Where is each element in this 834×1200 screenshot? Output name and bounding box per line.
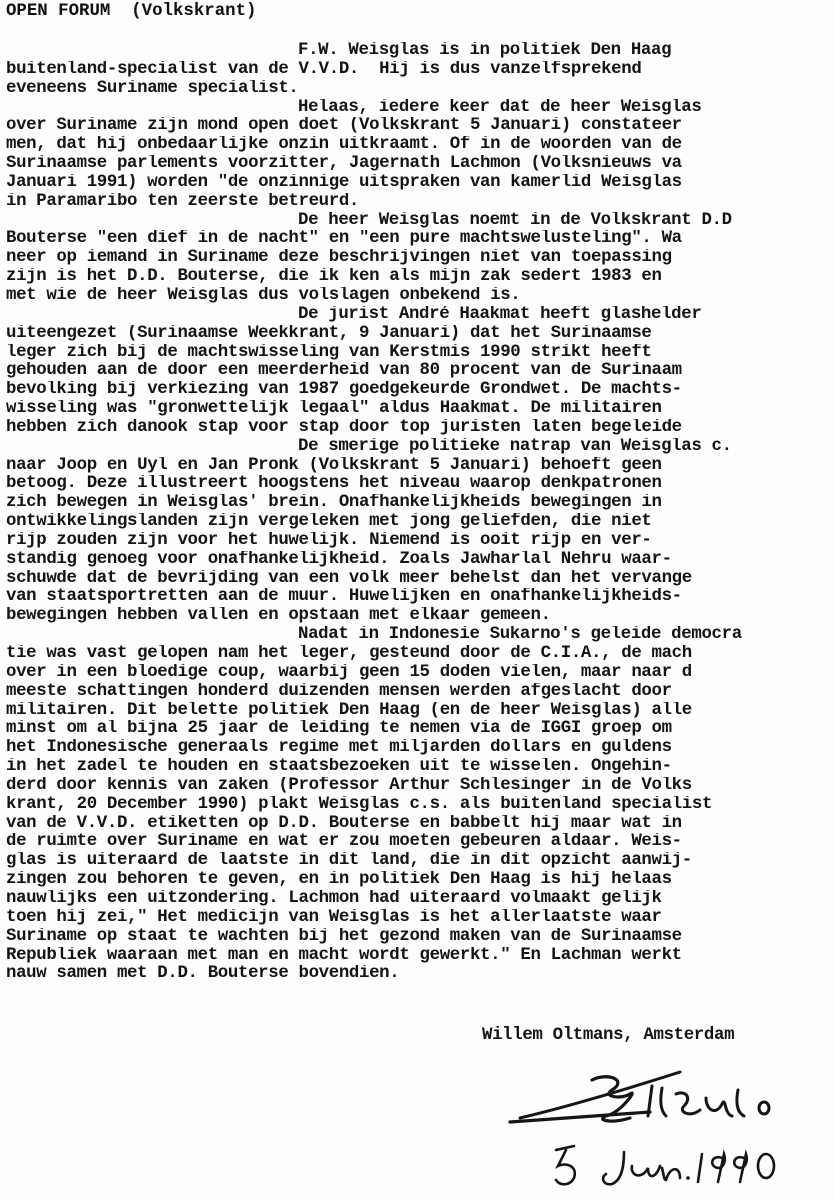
text-line: over in een bloedige coup, waarbij geen 15 doden vielen, maar naar d bbox=[6, 663, 692, 682]
text-line: met wie de heer Weisglas dus volslagen onbekend is. bbox=[6, 286, 521, 305]
handwritten-signature bbox=[480, 1066, 780, 1136]
text-line: glas is uiteraard de laatste in dit land, die in dit opzicht aanwij- bbox=[6, 852, 692, 871]
text-line: eveneens Suriname specialist. bbox=[6, 79, 299, 98]
text-line: militairen. Dit belette politiek Den Haag (en de heer Weisglas) alle bbox=[6, 701, 692, 720]
document-header: OPEN FORUM (Volkskrant) bbox=[6, 2, 257, 21]
text-line: buitenland-specialist van de V.V.D. Hij is dus vanzelfsprekend bbox=[6, 60, 642, 79]
text-line: zijn is het D.D. Bouterse, die ik ken als mijn zak sedert 1983 en bbox=[6, 268, 662, 287]
text-line: toen hij zei," Het medicijn van Weisglas is het allerlaatste waar bbox=[6, 908, 662, 927]
text-line: schuwde dat de bevrijding van een volk meer behelst dan het vervange bbox=[6, 569, 692, 588]
letter-body bbox=[6, 42, 834, 984]
text-line: rijp zouden zijn voor het huwelijk. Niemend is ooit rijp en ver- bbox=[6, 531, 652, 550]
text-line: Republiek waaraan met man en macht wordt gewerkt." En Lachman werkt bbox=[6, 946, 682, 965]
text-line: uiteengezet (Surinaamse Weekkrant, 9 Januari) dat het Surinaamse bbox=[6, 324, 652, 343]
text-line: zingen zou behoren te geven, en in politiek Den Haag is hij helaas bbox=[6, 871, 672, 890]
text-line: de ruimte over Suriname en wat er zou moeten gebeuren aldaar. Weis- bbox=[6, 833, 682, 852]
text-line: derd door kennis van zaken (Professor Arthur Schlesinger in de Volks bbox=[6, 776, 692, 795]
handwritten-date bbox=[552, 1136, 782, 1196]
text-line: over Suriname zijn mond open doet (Volkskrant 5 Januari) constateer bbox=[6, 117, 682, 136]
text-line: Helaas, iedere keer dat de heer Weisglas bbox=[298, 98, 702, 117]
text-line: in Paramaribo ten zeerste betreurd. bbox=[6, 192, 360, 211]
text-line: het Indonesische generaals regime met miljarden dollars en guldens bbox=[6, 739, 672, 758]
text-line: F.W. Weisglas is in politiek Den Haag bbox=[298, 42, 672, 60]
text-line: neer op iemand in Suriname deze beschrijvingen niet van toepassing bbox=[6, 249, 672, 268]
author-name: Willem Oltmans, Amsterdam bbox=[482, 1026, 735, 1045]
text-line: De heer Weisglas noemt in de Volkskrant D.D bbox=[298, 211, 732, 230]
text-line: naar Joop en Uyl en Jan Pronk (Volkskrant 5 Januari) behoeft geen bbox=[6, 456, 662, 475]
text-line: De smerige politieke natrap van Weisglas c. bbox=[298, 437, 732, 456]
text-line: nauwlijks een uitzondering. Lachmon had uiteraard volmaakt gelijk bbox=[6, 889, 662, 908]
text-line: ontwikkelingslanden zijn vergeleken met jong geliefden, die niet bbox=[6, 513, 652, 532]
text-line: wisseling was "gronwettelijk legaal" aldus Haakmat. De militairen bbox=[6, 400, 662, 419]
text-line: zich bewegen in Weisglas' brein. Onafhankelijkheids bewegingen in bbox=[6, 494, 662, 513]
text-line: leger zich bij de machtswisseling van Kerstmis 1990 strikt heeft bbox=[6, 343, 652, 362]
text-line: krant, 20 December 1990) plakt Weisglas c.s. als buitenland specialist bbox=[6, 795, 713, 814]
text-line: bewegingen hebben vallen en opstaan met elkaar gemeen. bbox=[6, 607, 551, 626]
text-line: men, dat hij onbedaarlijke onzin uitkraamt. Of in de woorden van de bbox=[6, 136, 682, 155]
text-line: bevolking bij verkiezing van 1987 goedgekeurde Grondwet. De machts- bbox=[6, 381, 682, 400]
text-line: meeste schattingen honderd duizenden mensen werden afgeslacht door bbox=[6, 682, 672, 701]
text-line: Bouterse "een dief in de nacht" en "een pure machtswelusteling". Wa bbox=[6, 230, 682, 249]
text-line: gehouden aan de door een meerderheid van 80 procent van de Surinaam bbox=[6, 362, 682, 381]
text-line: De jurist André Haakmat heeft glashelder bbox=[298, 305, 702, 324]
text-line: minst om al bijna 25 jaar de leiding te nemen via de IGGI groep om bbox=[6, 720, 672, 739]
text-line: van staatsportretten aan de muur. Huwelijken en onafhankelijkheids- bbox=[6, 588, 682, 607]
text-line: Januari 1991) worden "de onzinnige uitspraken van kamerlid Weisglas bbox=[6, 173, 682, 192]
text-line: Nadat in Indonesie Sukarno's geleide democra bbox=[298, 626, 742, 645]
text-line: tie was vast gelopen nam het leger, gesteund door de C.I.A., de mach bbox=[6, 645, 692, 663]
text-line: Suriname op staat te wachten bij het gezond maken van de Surinaamse bbox=[6, 927, 682, 946]
text-line: van de V.V.D. etiketten op D.D. Bouterse en babbelt hij maar wat in bbox=[6, 814, 682, 833]
text-line: betoog. Deze illustreert hoogstens het niveau waarop denkpatronen bbox=[6, 475, 662, 494]
text-line: Surinaamse parlements voorzitter, Jagernath Lachmon (Volksnieuws va bbox=[6, 155, 682, 174]
text-line: in het zadel te houden en staatsbezoeken uit te wisselen. Ongehin- bbox=[6, 758, 672, 777]
text-line: standig genoeg voor onafhankelijkheid. Zoals Jawharlal Nehru waar- bbox=[6, 550, 672, 569]
text-line: nauw samen met D.D. Bouterse bovendien. bbox=[6, 965, 400, 984]
text-line: hebben zich danook stap voor stap door top juristen laten begeleide bbox=[6, 418, 682, 437]
